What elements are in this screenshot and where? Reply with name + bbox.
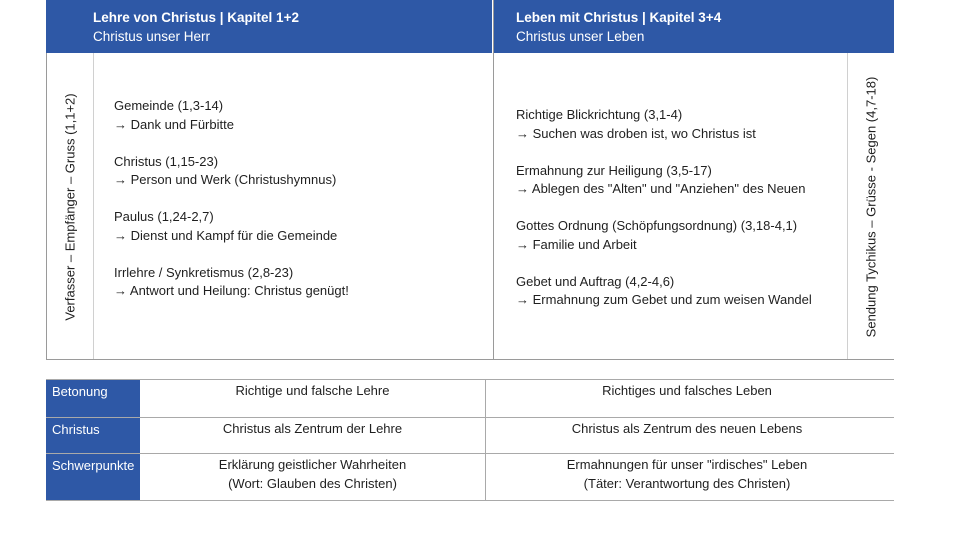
cell-lehre [140, 454, 486, 500]
section-item [516, 217, 812, 254]
section-detail: → Ablegen des "Alten" und "Anziehen" des Neuen [516, 181, 806, 196]
cell-text: Christus als Zentrum des neuen Lebens [571, 421, 803, 436]
section-title: Christus (1,15-23) [114, 153, 219, 169]
table-row [46, 418, 894, 454]
section-item [516, 106, 812, 143]
cell-leben [486, 418, 888, 453]
header-lehre [46, 0, 492, 53]
cell-text: Christus als Zentrum der Lehre [222, 421, 403, 436]
header-leben-subtitle: Christus unser Leben [516, 29, 645, 44]
side-label-right: Sendung Tychikus – Grüsse - Segen (4,7-18) [863, 76, 879, 338]
cell-text: Richtiges und falsches Leben [602, 383, 772, 398]
section-title: Ermahnung zur Heiligung (3,5-17) [516, 162, 712, 178]
section-item [516, 162, 812, 199]
section-item [114, 208, 349, 245]
cell-text: (Täter: Verantwortung des Christen) [583, 475, 791, 491]
cell-lehre [140, 380, 486, 417]
section-detail: → Antwort und Heilung: Christus genügt! [114, 283, 349, 298]
section-title: Gemeinde (1,3-14) [114, 98, 224, 113]
section-detail: → Suchen was droben ist, wo Christus ist [516, 125, 756, 141]
cell-text: (Wort: Glauben des Christen) [228, 475, 397, 491]
section-detail: → Ermahnung zum Gebet und zum weisen Wandel [516, 292, 812, 307]
frame-inner-left-divider [93, 53, 94, 360]
header-lehre-subtitle: Christus unser Herr [93, 29, 211, 44]
frame-center-divider [493, 0, 494, 360]
header-leben-title: Leben mit Christus | Kapitel 3+4 [516, 10, 722, 25]
section-item [114, 97, 349, 134]
cell-lehre [140, 418, 486, 453]
section-title: Paulus (1,24-2,7) [114, 209, 214, 224]
table-row [46, 379, 894, 418]
section-detail: → Person und Werk (Christushymnus) [114, 172, 337, 187]
section-title: Gebet und Auftrag (4,2-4,6) [516, 273, 675, 289]
cell-text: Richtige und falsche Lehre [235, 383, 390, 398]
section-item [114, 153, 349, 190]
cell-leben [486, 454, 888, 500]
section-item [516, 273, 812, 310]
header-lehre-title: Lehre von Christus | Kapitel 1+2 [93, 10, 299, 25]
section-detail: → Dienst und Kampf für die Gemeinde [114, 227, 338, 243]
frame-bottom-border [46, 359, 894, 360]
cell-leben [486, 380, 888, 417]
leben-sections [516, 106, 812, 328]
section-title: Richtige Blickrichtung (3,1-4) [516, 107, 683, 122]
lehre-sections [114, 97, 349, 319]
frame-left-border [46, 53, 47, 360]
table-row [46, 454, 894, 501]
frame-inner-right-divider [847, 53, 848, 360]
header-leben [494, 0, 894, 53]
comparison-table [46, 379, 894, 501]
section-title: Gottes Ordnung (Schöpfungsordnung) (3,18-4,1) [516, 218, 798, 233]
section-detail: → Dank und Fürbitte [114, 116, 234, 132]
section-item [114, 264, 349, 301]
cell-text: Erklärung geistlicher Wahrheiten [218, 457, 407, 472]
section-detail: → Familie und Arbeit [516, 236, 637, 252]
cell-text: Ermahnungen für unser "irdisches" Leben [566, 457, 808, 472]
row-label: Christus [46, 418, 140, 453]
row-label: Betonung [46, 380, 140, 417]
row-label: Schwerpunkte [46, 454, 140, 500]
section-title: Irrlehre / Synkretismus (2,8-23) [114, 264, 294, 280]
side-label-left: Verfasser – Empfänger – Gruss (1,1+2) [62, 93, 78, 321]
